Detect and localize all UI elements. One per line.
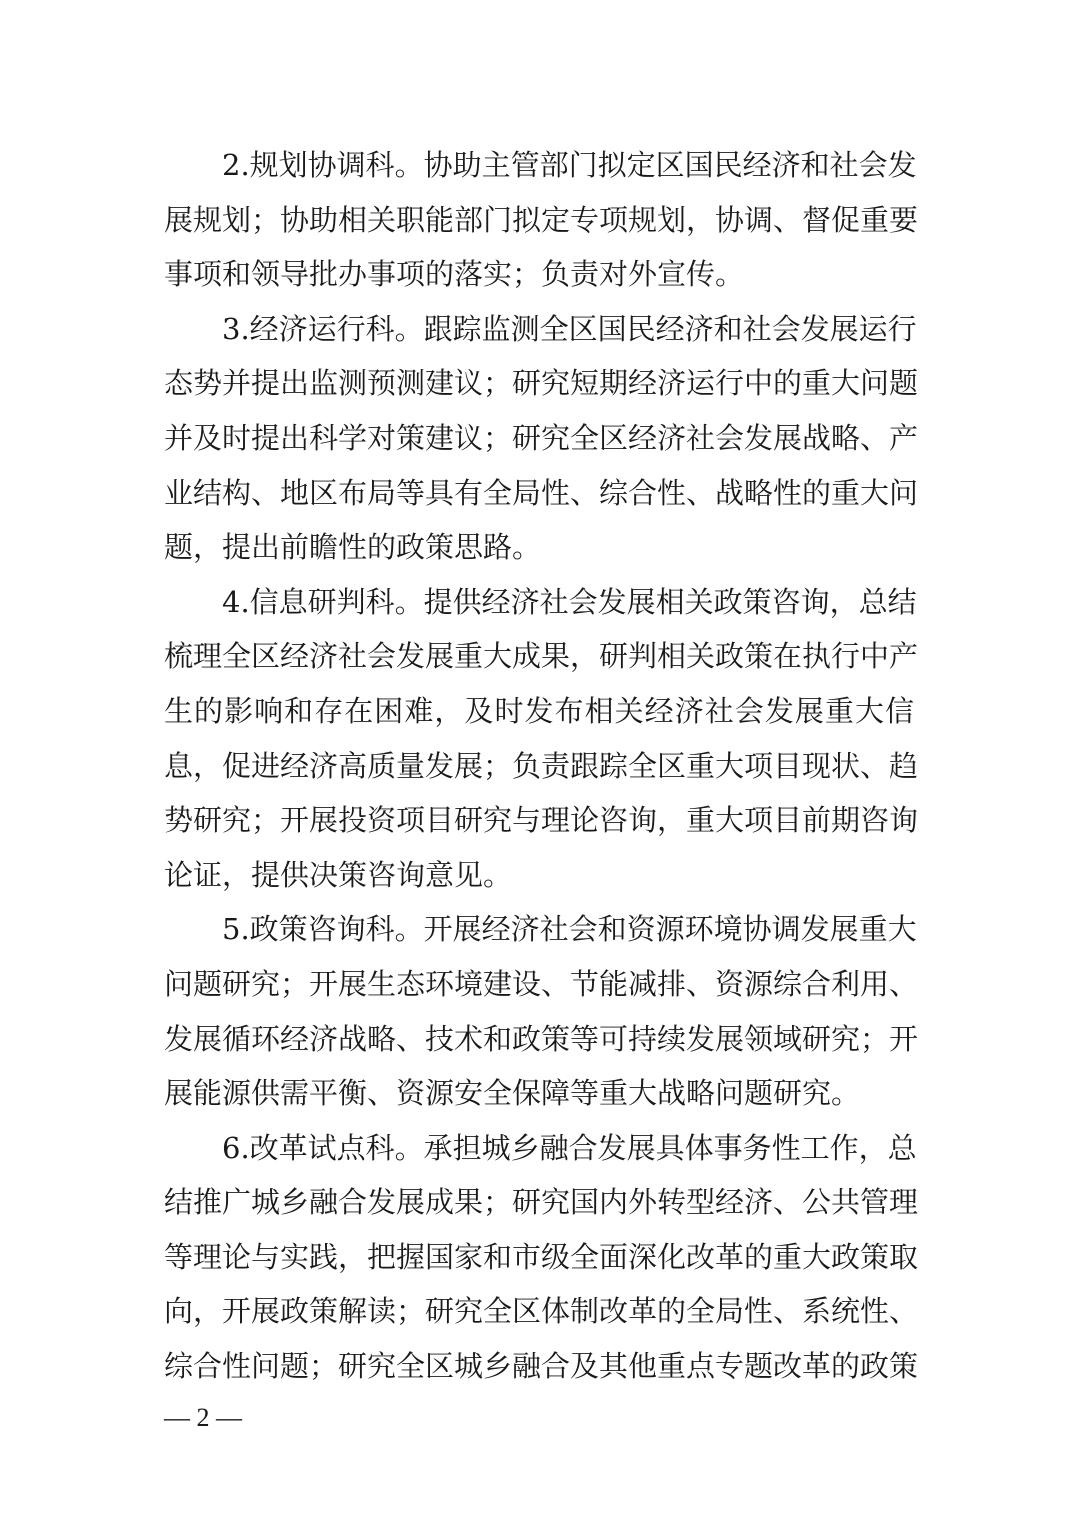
text-line: 生的影响和存在困难，及时发布相关经济社会发展重大信 <box>164 693 914 728</box>
text-line: 6.改革试点科。承担城乡融合发展具体事务性工作，总 <box>222 1130 917 1165</box>
text-line: 3.经济运行科。跟踪监测全区国民经济和社会发展运行 <box>222 311 917 346</box>
paragraph-economic-operation <box>164 302 919 575</box>
paragraph-planning-coordination <box>164 138 919 302</box>
text-line: 态势并提出监测预测建议；研究短期经济运行中的重大问题 <box>164 366 919 401</box>
document-body <box>164 138 919 1394</box>
text-line: 问题研究；开展生态环境建设、节能减排、资源综合利用、 <box>164 966 919 1001</box>
text-line: 息，促进经济高质量发展；负责跟踪全区重大项目现状、趋 <box>164 748 919 783</box>
text-line: 5.政策咨询科。开展经济社会和资源环境协调发展重大 <box>222 912 917 947</box>
paragraph-information-analysis <box>164 575 919 903</box>
text-line: 向，开展政策解读；研究全区体制改革的全局性、系统性、 <box>164 1294 919 1329</box>
text-line: 梳理全区经济社会发展重大成果，研判相关政策在执行中产 <box>164 639 919 674</box>
text-line: 并及时提出科学对策建议；研究全区经济社会发展战略、产 <box>164 420 919 455</box>
text-line: 论证，提供决策咨询意见。 <box>164 857 513 892</box>
text-line: 综合性问题；研究全区城乡融合及其他重点专题改革的政策 <box>164 1349 919 1384</box>
text-line: 势研究；开展投资项目研究与理论咨询，重大项目前期咨询 <box>164 803 919 838</box>
text-line: 展规划；协助相关职能部门拟定专项规划，协调、督促重要 <box>164 202 919 237</box>
page-number: — 2 — <box>164 1403 242 1432</box>
text-line: 2.规划协调科。协助主管部门拟定区国民经济和社会发 <box>222 148 917 182</box>
text-line: 展能源供需平衡、资源安全保障等重大战略问题研究。 <box>164 1076 861 1111</box>
text-line: 结推广城乡融合发展成果；研究国内外转型经济、公共管理 <box>164 1185 919 1220</box>
text-line: 等理论与实践，把握国家和市级全面深化改革的重大政策取 <box>164 1239 919 1274</box>
text-line: 发展循环经济战略、技术和政策等可持续发展领域研究；开 <box>164 1021 919 1056</box>
text-line: 题，提出前瞻性的政策思路。 <box>164 530 542 565</box>
text-line: 业结构、地区布局等具有全局性、综合性、战略性的重大问 <box>164 475 919 510</box>
text-line: 4.信息研判科。提供经济社会发展相关政策咨询，总结 <box>222 584 917 619</box>
paragraph-reform-pilot <box>164 1121 919 1394</box>
text-line: 事项和领导批办事项的落实；负责对外宣传。 <box>164 257 745 292</box>
paragraph-policy-consulting <box>164 902 919 1120</box>
